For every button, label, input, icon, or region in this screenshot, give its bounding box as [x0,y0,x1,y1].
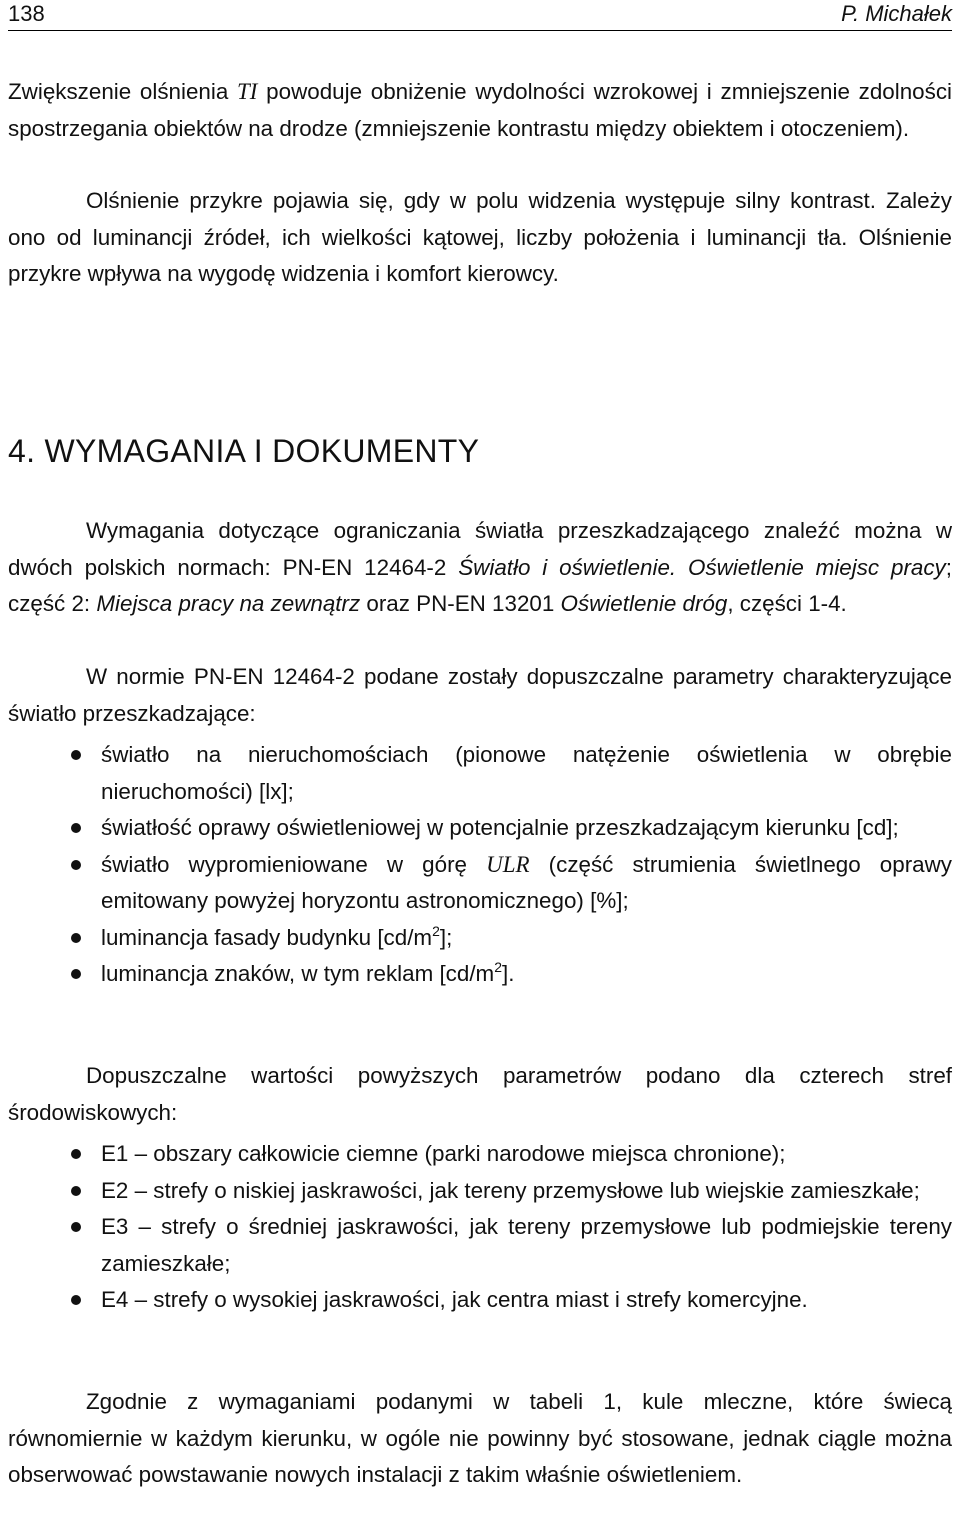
list-item-text: światłość oprawy oświetleniowej w potencjalnie przeszkadzającym kierunku [cd]; [101,815,899,840]
standard-title: Oświetlenie dróg [560,591,728,616]
superscript: 2 [494,959,502,975]
bullet-icon [71,823,81,833]
standard-title: Miejsca pracy na zewnątrz [96,591,361,616]
list-item [8,737,952,810]
variable-ulr: ULR [486,851,530,877]
superscript: 2 [432,922,440,939]
text-run: Zwiększenie olśnienia [8,79,238,104]
list-item-text: ]. [502,961,515,986]
list-item-text: luminancja znaków, w tym reklam [cd/m [101,961,495,986]
paragraph-glare-effect [8,74,952,147]
text-run: powoduje obniżenie wydolności wzrokowej i zmniejszenie zdolności spostrzegania obiektów na drodze (zmniejszenie kontrastu między obiektem i otoczeniem). [8,79,952,141]
list-item-text: E2 – strefy o niskiej jaskrawości, jak tereny przemysłowe lub wiejskie zamieszkałe; [101,1177,920,1203]
list-item-text: ]; [439,924,453,950]
bullet-icon [71,1222,81,1232]
bullet-icon [71,750,81,760]
list-item [8,1136,952,1173]
bullet-icon [71,1295,81,1305]
paragraph-zones-intro: Dopuszczalne wartości powyższych parametrów podano dla czterech stref środowiskowych: [8,1063,952,1125]
list-item-text: E4 – strefy o wysokiej jaskrawości, jak centra miast i strefy komercyjne. [101,1287,808,1312]
parameter-list [8,737,952,993]
list-item-text: E1 – obszary całkowicie ciemne (parki narodowe miejsca chronione); [101,1141,786,1166]
variable-ti: TI [237,79,258,104]
paragraph-requirements [8,513,952,623]
page-number: 138 [8,1,45,26]
bullet-icon [71,1186,81,1196]
list-item [8,847,952,920]
bullet-icon [71,969,81,979]
text-run: oraz PN-EN 13201 [360,591,561,616]
section-heading: 4. WYMAGANIA I DOKUMENTY [8,433,480,469]
running-head-author: P. Michałek [841,1,952,26]
list-item [8,956,952,993]
paragraph-milk-globes: Zgodnie z wymaganiami podanymi w tabeli 1, kule mleczne, które świecą równomiernie w każdym kierunku, w ogóle nie powinny być stosowane, jednak ciągle można obserwować powstawanie nowych instalacji z takim właśnie oświetleniem. [8,1389,952,1487]
list-item [8,1209,952,1282]
paragraph-norm-parameters: W normie PN-EN 12464-2 podane zostały dopuszczalne parametry charakteryzujące światło przeszkadzające: [8,664,952,726]
bullet-icon [71,1149,81,1159]
list-item-text: luminancja fasady budynku [cd/m [101,924,433,950]
bullet-icon [71,933,81,943]
text-run: Wymagania dotyczące ograniczania światła przeszkadzającego znaleźć można w dwóch polskich normach: PN-EN 12464-2 [8,518,952,580]
list-item-text: E3 – strefy o średniej jaskrawości, jak tereny przemysłowe lub podmiejskie tereny zamieszkałe; [101,1214,952,1276]
bullet-icon [71,860,81,870]
text-run: ; część 2: [8,554,952,616]
text-run: , części 1-4. [727,591,847,616]
list-item-text: światło na nieruchomościach (pionowe natężenie oświetlenia w obrębie nieruchomości) [lx]; [101,742,952,804]
list-item-text: (część strumienia świetlnego oprawy emitowany powyżej horyzontu astronomicznego) [%]; [101,851,952,913]
list-item [8,810,952,847]
paragraph-discomfort-glare: Olśnienie przykre pojawia się, gdy w polu widzenia występuje silny kontrast. Zależy ono od luminancji źródeł, ich wielkości kątowej, liczby położenia i luminancji tła. Olśnienie przykre wpływa na wygodę widzenia i komfort kierowcy. [8,188,952,286]
list-item [8,1173,952,1210]
list-item-text: światło wypromieniowane w górę [101,851,487,877]
page-header [8,0,952,31]
zone-list [8,1136,952,1319]
list-item [8,1282,952,1319]
standard-title: Światło i oświetlenie. Oświetlenie miejsc pracy [458,554,946,580]
list-item [8,920,952,957]
